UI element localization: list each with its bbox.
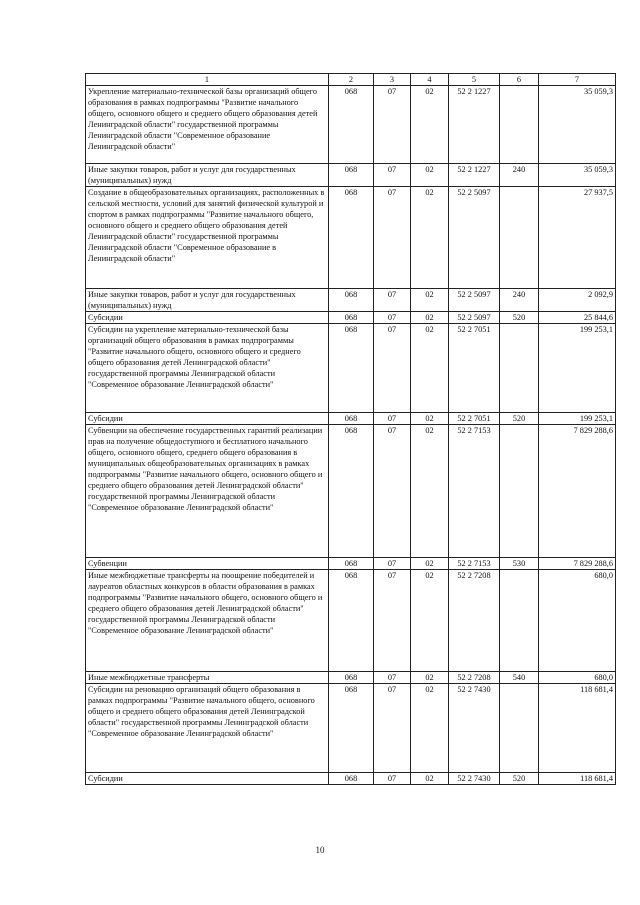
row-code-subsection: 02 <box>411 312 449 324</box>
header-cell-5: 5 <box>449 74 500 86</box>
row-code-target: 52 2 5097 <box>449 187 500 289</box>
row-code-ministry: 068 <box>329 425 374 558</box>
row-code-expense-type: 240 <box>500 164 539 187</box>
row-code-subsection: 02 <box>411 324 449 413</box>
row-code-target: 52 2 7051 <box>449 413 500 425</box>
row-code-ministry: 068 <box>329 187 374 289</box>
table-row <box>86 558 616 570</box>
row-code-ministry: 068 <box>329 289 374 312</box>
row-name: Иные закупки товаров, работ и услуг для государственных (муниципальных) нужд <box>86 289 329 312</box>
row-code-section: 07 <box>374 773 411 785</box>
header-cell-1: 1 <box>86 74 329 86</box>
row-name: Субсидии на реновацию организаций общего образования в рамках подпрограммы "Развитие начального общего, основного общего и среднего общего образования детей Ленинградской области" государственной программы Ленинградской области "Современное образование Ленинградской области" <box>86 684 329 773</box>
table-row <box>86 684 616 773</box>
row-code-section: 07 <box>374 672 411 684</box>
budget-table <box>85 73 616 785</box>
table-row <box>86 164 616 187</box>
row-amount: 199 253,1 <box>539 324 616 413</box>
row-code-expense-type: 240 <box>500 289 539 312</box>
row-code-section: 07 <box>374 413 411 425</box>
row-code-subsection: 02 <box>411 164 449 187</box>
header-cell-7: 7 <box>539 74 616 86</box>
row-name: Создание в общеобразовательных организациях, расположенных в сельской местности, условий для занятий физической культурой и спортом в рамках подпрограммы "Развитие начального общего, основного общего и среднего общего образования детей Ленинградской области" государственной программы Ленинградской области "Современное образование в Ленинградской области" <box>86 187 329 289</box>
row-amount: 35 059,3 <box>539 164 616 187</box>
row-code-ministry: 068 <box>329 558 374 570</box>
row-name: Субсидии на укрепление материально-технической базы организаций общего образования в рамках подпрограммы "Развитие начального общего, основного общего и среднего общего образования детей Ленинградской области" государственной программы Ленинградской области "Современное образование Ленинградской области" <box>86 324 329 413</box>
row-code-subsection: 02 <box>411 187 449 289</box>
header-cell-6: 6 <box>500 74 539 86</box>
row-code-section: 07 <box>374 86 411 164</box>
row-code-subsection: 02 <box>411 773 449 785</box>
row-name: Иные межбюджетные трансферты на поощрение победителей и лауреатов областных конкурсов в области образования в рамках подпрограммы "Развитие начального общего, основного общего и среднего общего образования детей Ленинградской области" государственной программы Ленинградской области "Современное образование Ленинградской области" <box>86 570 329 672</box>
row-code-ministry: 068 <box>329 672 374 684</box>
row-amount: 199 253,1 <box>539 413 616 425</box>
row-code-expense-type <box>500 187 539 289</box>
row-code-expense-type <box>500 425 539 558</box>
row-code-expense-type <box>500 684 539 773</box>
row-name: Укрепление материально-технической базы организаций общего образования в рамках подпрограммы "Развитие начального общего, основного общего и среднего общего образования детей Ленинградской области" государственной программы Ленинградской области "Современное образование Ленинградской области" <box>86 86 329 164</box>
row-code-target: 52 2 7430 <box>449 684 500 773</box>
table-row <box>86 425 616 558</box>
row-code-ministry: 068 <box>329 773 374 785</box>
row-code-expense-type: 530 <box>500 558 539 570</box>
row-code-subsection: 02 <box>411 684 449 773</box>
row-code-ministry: 068 <box>329 312 374 324</box>
row-code-ministry: 068 <box>329 164 374 187</box>
row-code-subsection: 02 <box>411 672 449 684</box>
table-body <box>86 86 616 785</box>
row-code-subsection: 02 <box>411 289 449 312</box>
row-code-ministry: 068 <box>329 413 374 425</box>
row-code-subsection: 02 <box>411 86 449 164</box>
row-code-section: 07 <box>374 187 411 289</box>
row-code-section: 07 <box>374 324 411 413</box>
table-row <box>86 773 616 785</box>
row-code-expense-type <box>500 324 539 413</box>
row-code-expense-type <box>500 570 539 672</box>
row-amount: 25 844,6 <box>539 312 616 324</box>
row-code-target: 52 2 7208 <box>449 570 500 672</box>
row-code-target: 52 2 7208 <box>449 672 500 684</box>
row-code-ministry: 068 <box>329 684 374 773</box>
row-code-section: 07 <box>374 558 411 570</box>
row-name: Субвенции на обеспечение государственных гарантий реализации прав на получение общедоступного и бесплатного начального общего, основного общего, среднего общего образования в муниципальных общеобразовательных организациях в рамках подпрограммы "Развитие начального общего, основного общего и среднего общего образования детей Ленинградской области" государственной программы Ленинградской области "Современное образование Ленинградской области" <box>86 425 329 558</box>
row-code-subsection: 02 <box>411 558 449 570</box>
row-amount: 118 681,4 <box>539 773 616 785</box>
row-code-expense-type: 520 <box>500 773 539 785</box>
row-code-section: 07 <box>374 684 411 773</box>
row-amount: 680,0 <box>539 570 616 672</box>
row-code-ministry: 068 <box>329 324 374 413</box>
table-row <box>86 672 616 684</box>
row-amount: 7 829 288,6 <box>539 558 616 570</box>
row-name: Субсидии <box>86 773 329 785</box>
row-name: Иные межбюджетные трансферты <box>86 672 329 684</box>
row-amount: 2 092,9 <box>539 289 616 312</box>
row-code-ministry: 068 <box>329 86 374 164</box>
row-code-target: 52 2 7430 <box>449 773 500 785</box>
row-code-ministry: 068 <box>329 570 374 672</box>
header-row <box>86 74 616 86</box>
row-code-section: 07 <box>374 289 411 312</box>
row-code-expense-type: 520 <box>500 312 539 324</box>
row-amount: 118 681,4 <box>539 684 616 773</box>
row-code-target: 52 2 7153 <box>449 558 500 570</box>
row-code-subsection: 02 <box>411 425 449 558</box>
row-code-target: 52 2 1227 <box>449 164 500 187</box>
row-code-expense-type <box>500 86 539 164</box>
row-name: Иные закупки товаров, работ и услуг для государственных (муниципальных) нужд <box>86 164 329 187</box>
row-code-subsection: 02 <box>411 413 449 425</box>
table-row <box>86 187 616 289</box>
row-name: Субвенции <box>86 558 329 570</box>
row-code-target: 52 2 5097 <box>449 312 500 324</box>
row-amount: 35 059,3 <box>539 86 616 164</box>
header-cell-3: 3 <box>374 74 411 86</box>
row-code-subsection: 02 <box>411 570 449 672</box>
table-row <box>86 324 616 413</box>
row-amount: 27 937,5 <box>539 187 616 289</box>
row-name: Субсидии <box>86 413 329 425</box>
row-amount: 7 829 288,6 <box>539 425 616 558</box>
row-code-expense-type: 520 <box>500 413 539 425</box>
row-code-section: 07 <box>374 164 411 187</box>
table-row <box>86 570 616 672</box>
table-row <box>86 413 616 425</box>
row-code-section: 07 <box>374 425 411 558</box>
header-cell-4: 4 <box>411 74 449 86</box>
row-code-target: 52 2 1227 <box>449 86 500 164</box>
row-code-target: 52 2 5097 <box>449 289 500 312</box>
table-row <box>86 312 616 324</box>
row-code-section: 07 <box>374 570 411 672</box>
table-row <box>86 289 616 312</box>
row-code-expense-type: 540 <box>500 672 539 684</box>
row-name: Субсидии <box>86 312 329 324</box>
row-code-section: 07 <box>374 312 411 324</box>
row-code-target: 52 2 7051 <box>449 324 500 413</box>
row-amount: 680,0 <box>539 672 616 684</box>
header-cell-2: 2 <box>329 74 374 86</box>
row-code-target: 52 2 7153 <box>449 425 500 558</box>
page-number: 10 <box>315 845 325 855</box>
table-row <box>86 86 616 164</box>
